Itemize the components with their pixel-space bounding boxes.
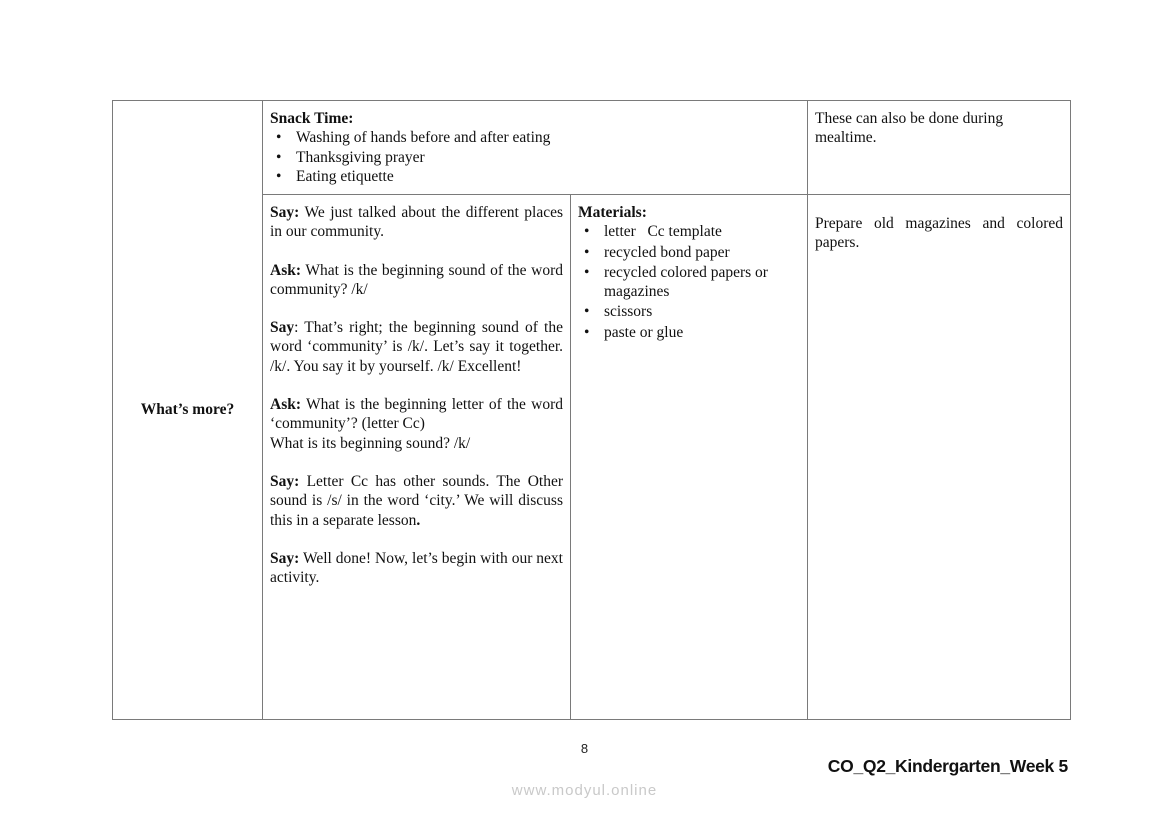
activity-cell	[263, 195, 571, 720]
activity-paragraph	[270, 549, 563, 588]
speech-label: Say:	[270, 204, 300, 221]
speech-period: .	[416, 511, 421, 529]
speech-label: Say:	[270, 549, 300, 567]
list-item: • recycled colored papers or magazines	[604, 263, 800, 302]
speech-label: Ask:	[270, 261, 302, 279]
speech-text: We just talked about the different places in our community.	[270, 204, 563, 241]
list-item: • Washing of hands before and after eating	[296, 128, 800, 147]
list-item: • recycled bond paper	[604, 243, 800, 262]
snack-title: Snack Time:	[270, 110, 354, 127]
watermark: www.modyul.online	[511, 782, 658, 799]
list-item: • scissors	[604, 302, 800, 321]
list-item: • Thanksgiving prayer	[296, 148, 800, 167]
speech-label: Ask:	[270, 396, 302, 414]
speech-label: Say	[270, 319, 295, 337]
snack-row	[113, 101, 1071, 195]
speech-text: : That’s right; the beginning sound of the word ‘community’ is /k/. Let’s say it together. /k/. You say it by yourself. /k/ Excellent!	[270, 319, 563, 375]
activity-paragraph	[270, 395, 563, 453]
list-item: • Eating etiquette	[296, 167, 800, 186]
row-label-cell	[113, 101, 263, 720]
activity-paragraph	[270, 472, 563, 530]
list-item: • letter Cc template	[604, 222, 800, 241]
activity-paragraph	[270, 261, 563, 300]
snack-note-cell	[808, 101, 1071, 195]
snack-cell	[263, 101, 808, 195]
lesson-plan-table	[112, 100, 1071, 720]
footer-code: CO_Q2_Kindergarten_Week 5	[827, 756, 1068, 776]
speech-text: What is the beginning letter of the word ‘community’? (letter Cc)	[270, 396, 563, 433]
speech-label: Say:	[270, 472, 300, 490]
speech-text: Well done! Now, let’s begin with our next activity.	[270, 549, 563, 587]
snack-list	[270, 128, 800, 186]
speech-text: Letter Cc has other sounds. The Other sound is /s/ in the word ‘city.’ We will discuss this in a separate lesson	[270, 472, 563, 529]
prep-note: Prepare old magazines and colored papers.	[815, 215, 1063, 252]
snack-note: These can also be done during mealtime.	[815, 110, 1004, 147]
prep-note-cell	[808, 195, 1071, 720]
page-number: 8	[580, 741, 589, 756]
list-item: • paste or glue	[604, 323, 800, 342]
materials-title: Materials:	[578, 204, 647, 221]
materials-cell	[571, 195, 808, 720]
activity-paragraph	[270, 203, 563, 242]
materials-list	[578, 222, 800, 342]
speech-text: What is the beginning sound of the word community? /k/	[270, 261, 563, 298]
activity-paragraph	[270, 318, 563, 376]
speech-text-line: What is its beginning sound? /k/	[270, 434, 471, 452]
row-label: What’s more?	[140, 401, 235, 418]
